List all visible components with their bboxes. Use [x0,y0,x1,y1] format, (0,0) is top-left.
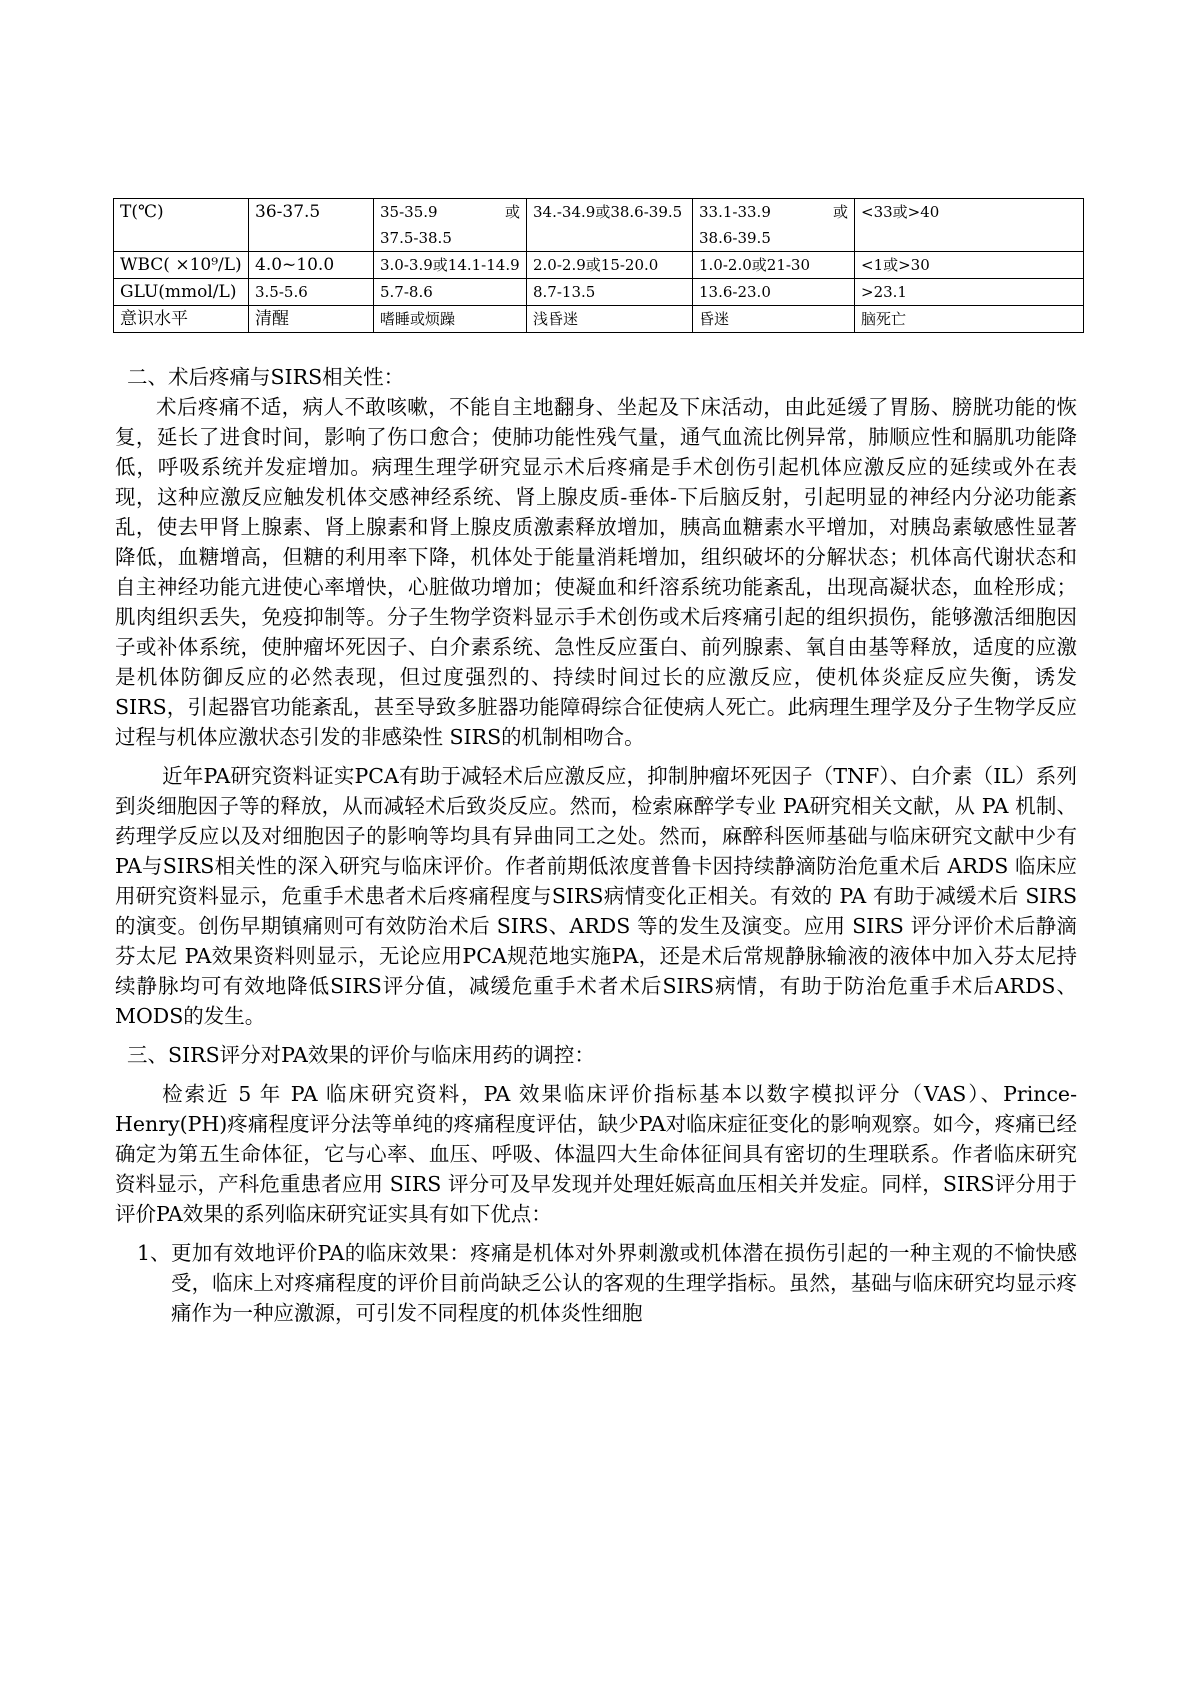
sirs-score-table [113,198,1084,333]
row-label: T(℃) [114,199,249,252]
section-heading: 二、术后疼痛与SIRS相关性： [127,365,405,389]
cell-line: 或 [832,203,848,221]
row-label: 意识水平 [114,306,249,333]
cell-line: 33.1-33.9 [699,203,771,221]
table-row [114,279,1084,306]
cell-line: 37.5-38.5 [380,229,452,247]
table-cell: 34.-34.9或38.6-39.5 [527,199,693,252]
section-heading: 三、SIRS评分对PA效果的评价与临床用药的调控： [127,1043,595,1067]
list-number: 1、 [137,1241,171,1265]
table-cell: 3.0-3.9或14.1-14.9 [374,252,527,279]
paragraph: 近年PA研究资料证实PCA有助于减轻术后应激反应，抑制肿瘤坏死因子（TNF）、白介素（IL）系列到炎细胞因子等的释放，从而减轻术后致炎反应。然而，检索麻醉学专业 PA研究相关文献，从 PA 机制、药理学反应以及对细胞因子的影响等均具有异曲同工之处。然而，麻醉科医师基础与临床研究文献中少有PA与SIRS相关性的深入研究与临床评价。作者前期低浓度普鲁卡因持续静滴防治危重术后 ARDS 临床应用研究资料显示，危重手术患者术后疼痛程度与SIRS病情变化正相关。有效的 PA 有助于减缓术后 SIRS 的演变。创伤早期镇痛则可有效防治术后 SIRS、ARDS 等的发生及演变。应用 SIRS 评分评价术后静滴芬太尼 PA效果资料则显示，无论应用PCA规范地实施PA，还是术后常规静脉输液的液体中加入芬太尼持续静脉均可有效地降低SIRS评分值，减缓危重手术者术后SIRS病情，有助于防治危重手术后ARDS、MODS的发生。 [115,764,1077,1028]
table-cell: 1.0-2.0或21-30 [693,252,855,279]
row-label: GLU(mmol/L) [114,279,249,306]
table-cell: 13.6-23.0 [693,279,855,306]
cell-line: 或 [504,203,520,221]
row-label: WBC( ×10⁹/L) [114,252,249,279]
table-cell: 8.7-13.5 [527,279,693,306]
table-cell: 2.0-2.9或15-20.0 [527,252,693,279]
paragraph: 术后疼痛不适，病人不敢咳嗽，不能自主地翻身、坐起及下床活动，由此延缓了胃肠、膀胱功能的恢复，延长了进食时间，影响了伤口愈合；使肺功能性残气量，通气血流比例异常，肺顺应性和膈肌功能降低，呼吸系统并发症增加。病理生理学研究显示术后疼痛是手术创伤引起机体应激反应的延续或外在表现，这种应激反应触发机体交感神经系统、肾上腺皮质-垂体-下后脑反射，引起明显的神经内分泌功能紊乱，使去甲肾上腺素、肾上腺素和肾上腺皮质激素释放增加，胰高血糖素水平增加，对胰岛素敏感性显著降低，血糖增高，但糖的利用率下降，机体处于能量消耗增加，组织破坏的分解状态；机体高代谢状态和自主神经功能亢进使心率增快，心脏做功增加；使凝血和纤溶系统功能紊乱，出现高凝状态，血栓形成；肌肉组织丢失，免疫抑制等。分子生物学资料显示手术创伤或术后疼痛引起的组织损伤，能够激活细胞因子或补体系统，使肿瘤坏死因子、白介素系统、急性反应蛋白、前列腺素、氧自由基等释放，适度的应激是机体防御反应的必然表现，但过度强烈的、持续时间过长的应激反应，使机体炎症反应失衡，诱发SIRS，引起器官功能紊乱，甚至导致多脏器功能障碍综合征使病人死亡。此病理生理学及分子生物学反应过程与机体应激状态引发的非感染性 SIRS的机制相吻合。 [115,395,1077,749]
table-cell: 浅昏迷 [527,306,693,333]
table-cell [374,199,527,252]
list-item [115,1238,1077,1328]
table-cell: 3.5-5.6 [249,279,374,306]
table-cell: >23.1 [855,279,1084,306]
table-row [114,306,1084,333]
table-cell: 36-37.5 [249,199,374,252]
table-row [114,199,1084,252]
table-cell: 嗜睡或烦躁 [374,306,527,333]
list-text: 更加有效地评价PA的临床效果：疼痛是机体对外界刺激或机体潜在损伤引起的一种主观的不愉快感受，临床上对疼痛程度的评价目前尚缺乏公认的客观的生理学指标。虽然，基础与临床研究均显示疼痛作为一种应激源，可引发不同程度的机体炎性细胞 [171,1241,1077,1325]
article-body [115,362,1077,1328]
table-cell: 清醒 [249,306,374,333]
table-cell [693,199,855,252]
table-cell: 5.7-8.6 [374,279,527,306]
table-cell: <33或>40 [855,199,1084,252]
table-row [114,252,1084,279]
cell-line: 35-35.9 [380,203,438,221]
table-cell: 脑死亡 [855,306,1084,333]
table-cell: 4.0~10.0 [249,252,374,279]
cell-line: 38.6-39.5 [699,229,771,247]
paragraph: 检索近 5 年 PA 临床研究资料，PA 效果临床评价指标基本以数字模拟评分（VAS）、Prince-Henry(PH)疼痛程度评分法等单纯的疼痛程度评估，缺少PA对临床症征变化的影响观察。如今，疼痛已经确定为第五生命体征，它与心率、血压、呼吸、体温四大生命体征间具有密切的生理联系。作者临床研究资料显示，产科危重患者应用 SIRS 评分可及早发现并处理妊娠高血压相关并发症。同样，SIRS评分用于评价PA效果的系列临床研究证实具有如下优点： [115,1082,1077,1226]
table-cell: 昏迷 [693,306,855,333]
table-cell: <1或>30 [855,252,1084,279]
